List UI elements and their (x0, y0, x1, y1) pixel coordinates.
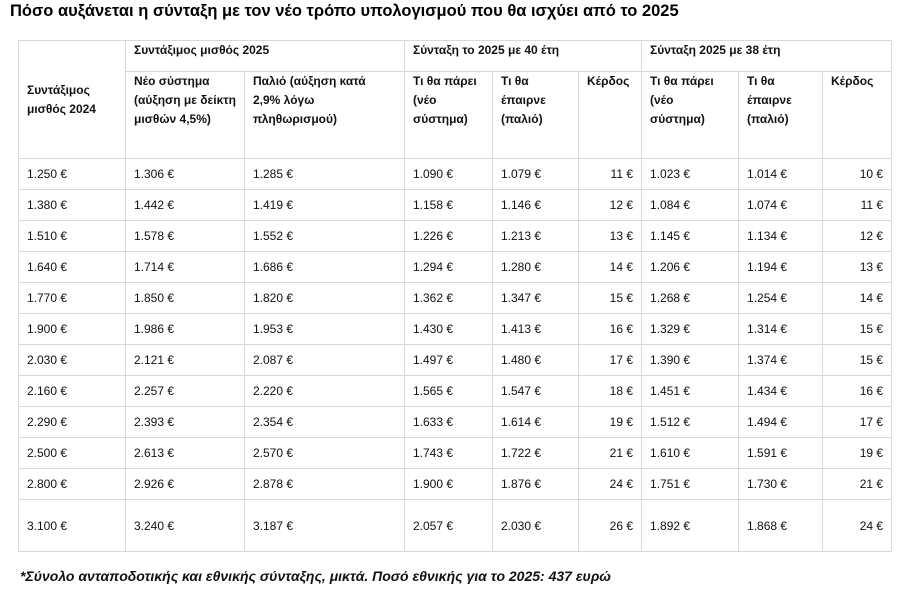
cell-salary-2024: 2.030 € (19, 345, 126, 376)
cell-salary-2025-old: 2.878 € (245, 469, 405, 500)
header-gets-new-40: Τι θα πάρει (νέο σύστημα) (405, 72, 493, 159)
cell-pension-40-old: 2.030 € (493, 500, 579, 552)
cell-salary-2024: 1.380 € (19, 190, 126, 221)
header-row-columns (19, 72, 892, 159)
cell-salary-2025-new: 2.257 € (126, 376, 245, 407)
cell-salary-2024: 3.100 € (19, 500, 126, 552)
header-gain-40: Κέρδος (579, 72, 642, 159)
cell-pension-38-new: 1.751 € (642, 469, 739, 500)
cell-salary-2025-old: 1.552 € (245, 221, 405, 252)
cell-gain-40: 21 € (579, 438, 642, 469)
table-row (19, 469, 892, 500)
cell-gain-38: 12 € (823, 221, 892, 252)
cell-pension-40-new: 1.090 € (405, 159, 493, 190)
cell-pension-38-old: 1.314 € (739, 314, 823, 345)
cell-gain-40: 26 € (579, 500, 642, 552)
cell-pension-40-new: 1.900 € (405, 469, 493, 500)
cell-pension-40-new: 1.497 € (405, 345, 493, 376)
table-row (19, 314, 892, 345)
cell-salary-2024: 2.160 € (19, 376, 126, 407)
cell-pension-40-new: 2.057 € (405, 500, 493, 552)
cell-pension-40-new: 1.294 € (405, 252, 493, 283)
cell-pension-38-old: 1.868 € (739, 500, 823, 552)
cell-gain-38: 11 € (823, 190, 892, 221)
cell-pension-40-old: 1.547 € (493, 376, 579, 407)
cell-pension-40-old: 1.480 € (493, 345, 579, 376)
table-row (19, 159, 892, 190)
cell-salary-2025-new: 2.121 € (126, 345, 245, 376)
table-row (19, 252, 892, 283)
cell-salary-2025-old: 1.953 € (245, 314, 405, 345)
cell-pension-40-old: 1.079 € (493, 159, 579, 190)
header-salary-2024: Συντάξιμος μισθός 2024 (19, 41, 126, 159)
cell-pension-40-old: 1.213 € (493, 221, 579, 252)
cell-pension-38-new: 1.610 € (642, 438, 739, 469)
cell-pension-38-new: 1.206 € (642, 252, 739, 283)
cell-gain-40: 14 € (579, 252, 642, 283)
cell-salary-2024: 2.290 € (19, 407, 126, 438)
cell-gain-40: 11 € (579, 159, 642, 190)
cell-salary-2025-new: 1.850 € (126, 283, 245, 314)
cell-pension-38-old: 1.374 € (739, 345, 823, 376)
header-group-salary-2025: Συντάξιμος μισθός 2025 (126, 41, 405, 72)
header-gets-new-38: Τι θα πάρει (νέο σύστημα) (642, 72, 739, 159)
header-group-38-years: Σύνταξη 2025 με 38 έτη (642, 41, 892, 72)
cell-gain-38: 15 € (823, 314, 892, 345)
cell-pension-40-new: 1.565 € (405, 376, 493, 407)
cell-pension-38-old: 1.434 € (739, 376, 823, 407)
cell-pension-40-new: 1.226 € (405, 221, 493, 252)
cell-salary-2025-new: 2.613 € (126, 438, 245, 469)
header-gain-38: Κέρδος (823, 72, 892, 159)
cell-salary-2024: 2.500 € (19, 438, 126, 469)
cell-salary-2025-old: 3.187 € (245, 500, 405, 552)
cell-pension-38-new: 1.329 € (642, 314, 739, 345)
cell-salary-2024: 1.640 € (19, 252, 126, 283)
cell-gain-38: 19 € (823, 438, 892, 469)
cell-gain-38: 10 € (823, 159, 892, 190)
cell-gain-38: 13 € (823, 252, 892, 283)
cell-pension-38-new: 1.268 € (642, 283, 739, 314)
cell-gain-38: 17 € (823, 407, 892, 438)
cell-salary-2025-new: 1.986 € (126, 314, 245, 345)
header-gets-old-40: Τι θα έπαιρνε (παλιό) (493, 72, 579, 159)
cell-gain-38: 24 € (823, 500, 892, 552)
header-gets-old-38: Τι θα έπαιρνε (παλιό) (739, 72, 823, 159)
cell-pension-38-old: 1.134 € (739, 221, 823, 252)
header-row-groups (19, 41, 892, 72)
cell-salary-2025-old: 1.686 € (245, 252, 405, 283)
cell-pension-38-old: 1.494 € (739, 407, 823, 438)
cell-salary-2025-old: 2.087 € (245, 345, 405, 376)
cell-gain-40: 16 € (579, 314, 642, 345)
cell-pension-38-new: 1.451 € (642, 376, 739, 407)
cell-pension-40-old: 1.722 € (493, 438, 579, 469)
cell-pension-38-new: 1.892 € (642, 500, 739, 552)
cell-salary-2025-new: 2.393 € (126, 407, 245, 438)
footnote: *Σύνολο ανταποδοτικής και εθνικής σύνταξης, μικτά. Ποσό εθνικής για το 2025: 437 ευρώ (20, 568, 611, 584)
cell-pension-38-old: 1.074 € (739, 190, 823, 221)
cell-pension-40-old: 1.876 € (493, 469, 579, 500)
cell-pension-40-new: 1.158 € (405, 190, 493, 221)
cell-pension-38-old: 1.254 € (739, 283, 823, 314)
cell-pension-38-old: 1.730 € (739, 469, 823, 500)
header-old-system: Παλιό (αύξηση κατά 2,9% λόγω πληθωρισμού) (245, 72, 405, 159)
cell-salary-2025-new: 2.926 € (126, 469, 245, 500)
cell-salary-2025-new: 3.240 € (126, 500, 245, 552)
cell-salary-2024: 1.510 € (19, 221, 126, 252)
page-title: Πόσο αυξάνεται η σύνταξη με τον νέο τρόπο υπολογισμού που θα ισχύει από το 2025 (10, 2, 679, 20)
cell-pension-38-new: 1.145 € (642, 221, 739, 252)
cell-gain-40: 15 € (579, 283, 642, 314)
table-row (19, 345, 892, 376)
cell-pension-40-old: 1.280 € (493, 252, 579, 283)
cell-gain-40: 19 € (579, 407, 642, 438)
cell-gain-40: 13 € (579, 221, 642, 252)
table-row (19, 500, 892, 552)
cell-salary-2025-new: 1.578 € (126, 221, 245, 252)
cell-pension-38-new: 1.084 € (642, 190, 739, 221)
cell-gain-38: 15 € (823, 345, 892, 376)
table-row (19, 221, 892, 252)
cell-gain-38: 16 € (823, 376, 892, 407)
cell-pension-38-new: 1.390 € (642, 345, 739, 376)
cell-salary-2025-new: 1.714 € (126, 252, 245, 283)
cell-salary-2025-old: 2.354 € (245, 407, 405, 438)
header-group-40-years: Σύνταξη το 2025 με 40 έτη (405, 41, 642, 72)
table-row (19, 376, 892, 407)
cell-gain-40: 17 € (579, 345, 642, 376)
cell-pension-40-new: 1.633 € (405, 407, 493, 438)
cell-gain-40: 12 € (579, 190, 642, 221)
cell-gain-38: 21 € (823, 469, 892, 500)
cell-pension-40-old: 1.347 € (493, 283, 579, 314)
cell-gain-40: 24 € (579, 469, 642, 500)
cell-pension-38-old: 1.591 € (739, 438, 823, 469)
cell-gain-38: 14 € (823, 283, 892, 314)
cell-salary-2025-new: 1.442 € (126, 190, 245, 221)
cell-salary-2025-old: 2.570 € (245, 438, 405, 469)
cell-pension-40-new: 1.362 € (405, 283, 493, 314)
cell-salary-2025-new: 1.306 € (126, 159, 245, 190)
cell-pension-40-new: 1.430 € (405, 314, 493, 345)
cell-salary-2024: 1.250 € (19, 159, 126, 190)
cell-salary-2025-old: 2.220 € (245, 376, 405, 407)
table-row (19, 438, 892, 469)
cell-pension-38-new: 1.512 € (642, 407, 739, 438)
cell-salary-2025-old: 1.820 € (245, 283, 405, 314)
cell-pension-40-old: 1.413 € (493, 314, 579, 345)
cell-pension-38-old: 1.194 € (739, 252, 823, 283)
table-row (19, 407, 892, 438)
table-body (19, 159, 892, 552)
cell-gain-40: 18 € (579, 376, 642, 407)
cell-pension-40-old: 1.146 € (493, 190, 579, 221)
cell-salary-2024: 1.770 € (19, 283, 126, 314)
header-new-system: Νέο σύστημα (αύξηση με δείκτη μισθών 4,5%) (126, 72, 245, 159)
cell-salary-2025-old: 1.285 € (245, 159, 405, 190)
table-row (19, 190, 892, 221)
cell-salary-2025-old: 1.419 € (245, 190, 405, 221)
cell-salary-2024: 1.900 € (19, 314, 126, 345)
cell-pension-40-old: 1.614 € (493, 407, 579, 438)
cell-pension-38-old: 1.014 € (739, 159, 823, 190)
cell-pension-40-new: 1.743 € (405, 438, 493, 469)
pension-table (18, 40, 892, 552)
table-row (19, 283, 892, 314)
cell-salary-2024: 2.800 € (19, 469, 126, 500)
cell-pension-38-new: 1.023 € (642, 159, 739, 190)
